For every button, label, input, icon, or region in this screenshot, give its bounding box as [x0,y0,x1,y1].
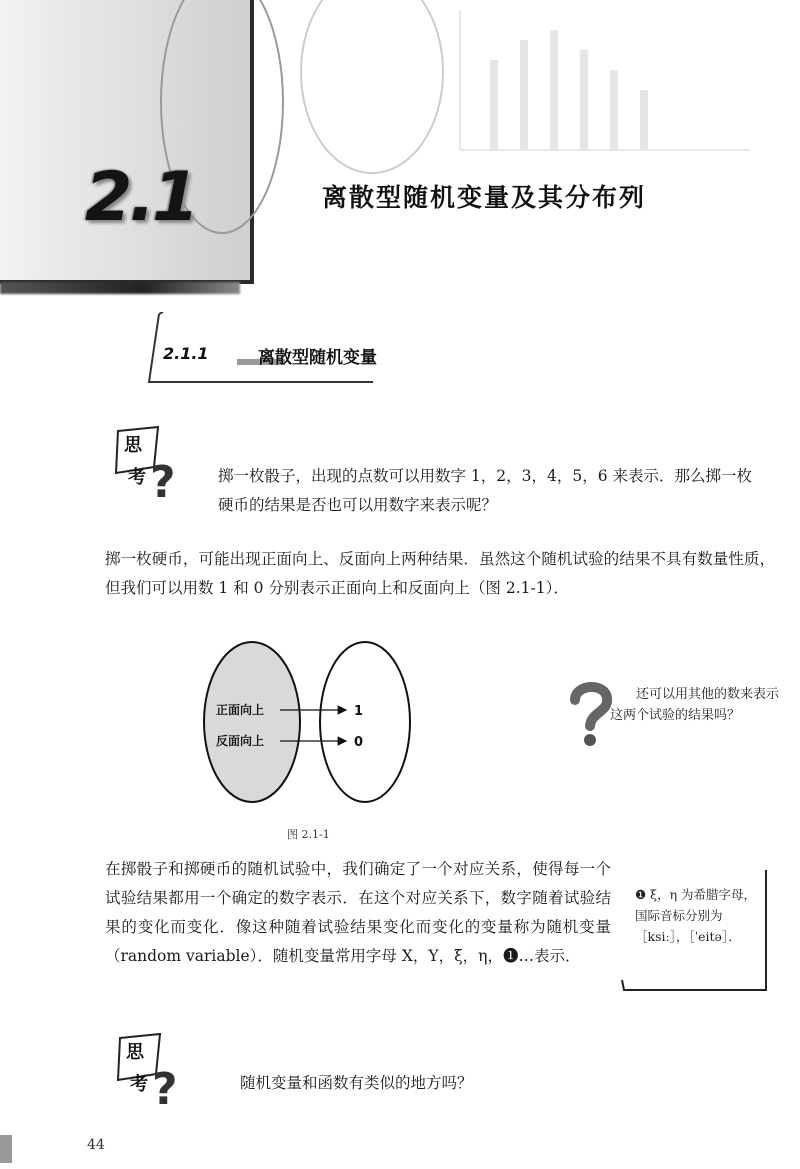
domain-ellipse [204,642,300,802]
side-question: 还可以用其他的数来表示这两个试验的结果吗？ [610,687,780,723]
think-badge-char: 考 [130,1074,148,1095]
figure-left-item: 正面向上 [216,703,265,717]
think-badge-char: 思 [126,1042,144,1063]
question-1: 掷一枚骰子，出现的点数可以用数字 1，2，3，4，5，6 来表示．那么掷一枚硬币的结果是否也可以用数字来表示呢？ [218,467,753,514]
svg-text:?: ? [152,1064,178,1112]
think-badge-char: 思 [124,435,142,456]
subsection-number: 2.1.1 [163,344,209,363]
section-title: 离散型随机变量及其分布列 [322,183,647,212]
question-mark-icon [565,678,615,748]
figure-caption: 图 2.1-1 [287,828,330,841]
ghost-bar-chart-decoration [440,0,760,160]
codomain-ellipse [320,642,410,802]
figure-right-item: 0 [354,735,364,750]
header-ellipse-decoration [300,0,444,174]
figure-left-item: 反面向上 [216,734,265,748]
footnote: ❶ ξ，η 为希腊字母，国际音标分别为［ksiː］，［ˈeitə］． [635,887,757,944]
subsection-title: 离散型随机变量 [258,348,377,368]
paragraph-1: 掷一枚硬币，可能出现正面向上、反面向上两种结果．虽然这个随机试验的结果不具有数量性质，但我们可以用数 1 和 0 分别表示正面向上和反面向上（图 2.1-1）． [105,550,775,597]
think-badge-icon [112,1032,192,1112]
think-badge-icon [110,425,190,505]
page-edge-mark [0,1135,12,1163]
page-number: 44 [87,1137,105,1153]
figure-mapping-diagram [200,640,425,805]
think-badge-char: 考 [128,467,146,488]
paragraph-2: 在掷骰子和掷硬币的随机试验中，我们确定了一个对应关系，使得每一个试验结果都用一个确定的数字表示．在这个对应关系下，数字随着试验结果的变化而变化．像这种随着试验结果变化而变化的变量称为随机变量（random variable）．随机变量常用字母 X，Y，ξ，η，❶…表示． [105,860,611,965]
figure-right-item: 1 [354,704,364,719]
section-number: 2.1 [85,158,197,237]
svg-text:?: ? [150,457,176,505]
question-2: 随机变量和函数有类似的地方吗？ [240,1074,473,1092]
